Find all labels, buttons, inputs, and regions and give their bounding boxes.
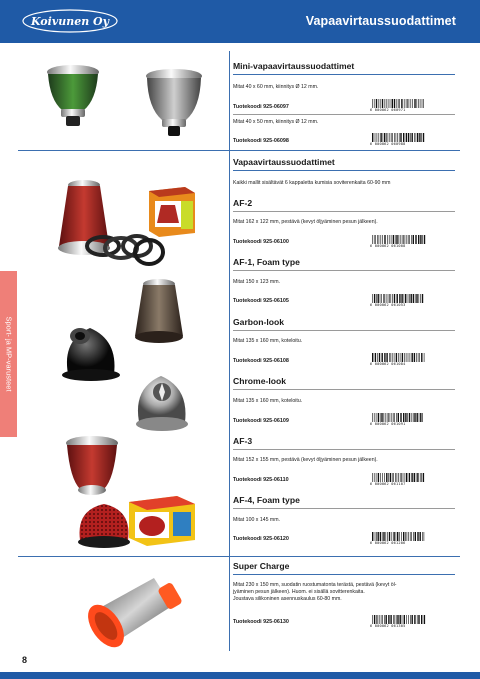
divider (233, 508, 455, 509)
mini-code-2: Tuotekoodi 925-06098 (233, 138, 289, 144)
mini-desc-2: Mitat 40 x 50 mm, kiinnitys Ø 12 mm. (233, 119, 319, 125)
page-footer-bar (0, 672, 480, 679)
mini-section-title: Mini-vapaavirtaussuodattimet (233, 61, 355, 71)
mini-code-1: Tuotekoodi 925-06097 (233, 104, 289, 110)
divider (233, 330, 455, 331)
item-code: Tuotekoodi 925-06108 (233, 358, 289, 364)
barcode (370, 615, 426, 629)
chrome-look-filter-image (133, 372, 191, 434)
item-code: Tuotekoodi 925-06110 (233, 477, 289, 483)
super-charge-filter-image (76, 570, 188, 652)
koivunen-logo (22, 9, 118, 33)
divider (233, 170, 455, 171)
page-title: Vapaavirtaussuodattimet (305, 14, 456, 28)
barcode (370, 413, 426, 427)
item-desc: Mitat 162 x 122 mm, pestävä (kevyt öljyäminen pesun jälkeen). (233, 219, 378, 225)
super-desc-3: Joustava silikoninen asennuskaulus 60-80 mm. (233, 596, 342, 602)
page-number: 8 (22, 655, 28, 665)
divider (233, 211, 455, 212)
main-intro: Kaikki mallit sisältävät 6 kappaletta kumisia soviterenkaita 60-90 mm (233, 180, 391, 186)
svg-text:Koivunen Oy: Koivunen Oy (30, 15, 110, 28)
divider (233, 270, 455, 271)
mini-desc-1: Mitat 40 x 60 mm, kiinnitys Ø 12 mm. (233, 84, 319, 90)
divider (233, 114, 455, 115)
item-desc: Mitat 135 x 160 mm, koteloitu. (233, 398, 303, 404)
item-code: Tuotekoodi 925-06109 (233, 418, 289, 424)
item-title: Chrome-look (233, 376, 286, 386)
barcode-number: 6 000062 061091 (370, 422, 406, 426)
divider (233, 449, 455, 450)
garbon-look-filter-image (60, 322, 122, 382)
item-title: AF-1, Foam type (233, 257, 300, 267)
barcode (370, 532, 426, 546)
barcode-number: 6 000062 061107 (370, 482, 406, 486)
af2-box-image (145, 183, 197, 239)
sidebar-category-tab (0, 271, 17, 437)
item-title: Garbon-look (233, 317, 285, 327)
mini-green-filter-image (42, 62, 104, 132)
column-divider (229, 51, 230, 651)
barcode (370, 133, 426, 147)
item-title: AF-4, Foam type (233, 495, 300, 505)
item-code: Tuotekoodi 925-06120 (233, 536, 289, 542)
barcode-number: 6 000062 061053 (370, 303, 406, 307)
item-title: AF-3 (233, 436, 253, 446)
page-header (0, 0, 480, 43)
item-desc: Mitat 135 x 160 mm, koteloitu. (233, 338, 303, 344)
divider (233, 74, 455, 75)
item-code: Tuotekoodi 925-06105 (233, 298, 289, 304)
af4-foam-filter-image (76, 500, 132, 550)
af4-box-image (127, 492, 197, 548)
item-desc: Mitat 150 x 123 mm. (233, 279, 280, 285)
barcode-number: 6 000062 061084 (370, 362, 406, 366)
super-code: Tuotekoodi 925-06130 (233, 619, 289, 625)
mini-silver-filter-image (142, 66, 206, 142)
barcode (370, 235, 426, 249)
section-divider (18, 556, 460, 557)
super-desc-2: jyäminen pesun jälkeen). Huom. ei sisällä sovitterenkaita. (233, 589, 365, 595)
item-desc: Mitat 100 x 145 mm. (233, 517, 280, 523)
super-section-title: Super Charge (233, 561, 290, 571)
barcode (370, 473, 426, 487)
item-title: AF-2 (233, 198, 253, 208)
barcode-number: 6 000062 061206 (370, 541, 406, 545)
main-section-title: Vapaavirtaussuodattimet (233, 157, 335, 167)
barcode-number: 6 000062 061305 (370, 624, 406, 628)
barcode (370, 99, 426, 113)
barcode-number: 6 000062 060988 (370, 142, 406, 146)
barcode (370, 353, 426, 367)
barcode-number: 6 000062 061008 (370, 244, 406, 248)
section-divider (18, 150, 460, 151)
af1-foam-filter-image (133, 276, 185, 344)
divider (233, 574, 455, 575)
item-desc: Mitat 152 x 155 mm, pestävä (kevyt öljyäminen pesun jälkeen). (233, 457, 378, 463)
barcode (370, 294, 426, 308)
divider (233, 389, 455, 390)
item-code: Tuotekoodi 925-06100 (233, 239, 289, 245)
barcode-number: 6 000062 060971 (370, 108, 406, 112)
sidebar-category-label: Sport- ja MP-varusteet (4, 316, 13, 392)
super-desc-1: Mitat 230 x 150 mm, suodatin ruostumatonta terästä, pestävä (kevyt öl- (233, 582, 397, 588)
af3-filter-image (62, 435, 122, 499)
